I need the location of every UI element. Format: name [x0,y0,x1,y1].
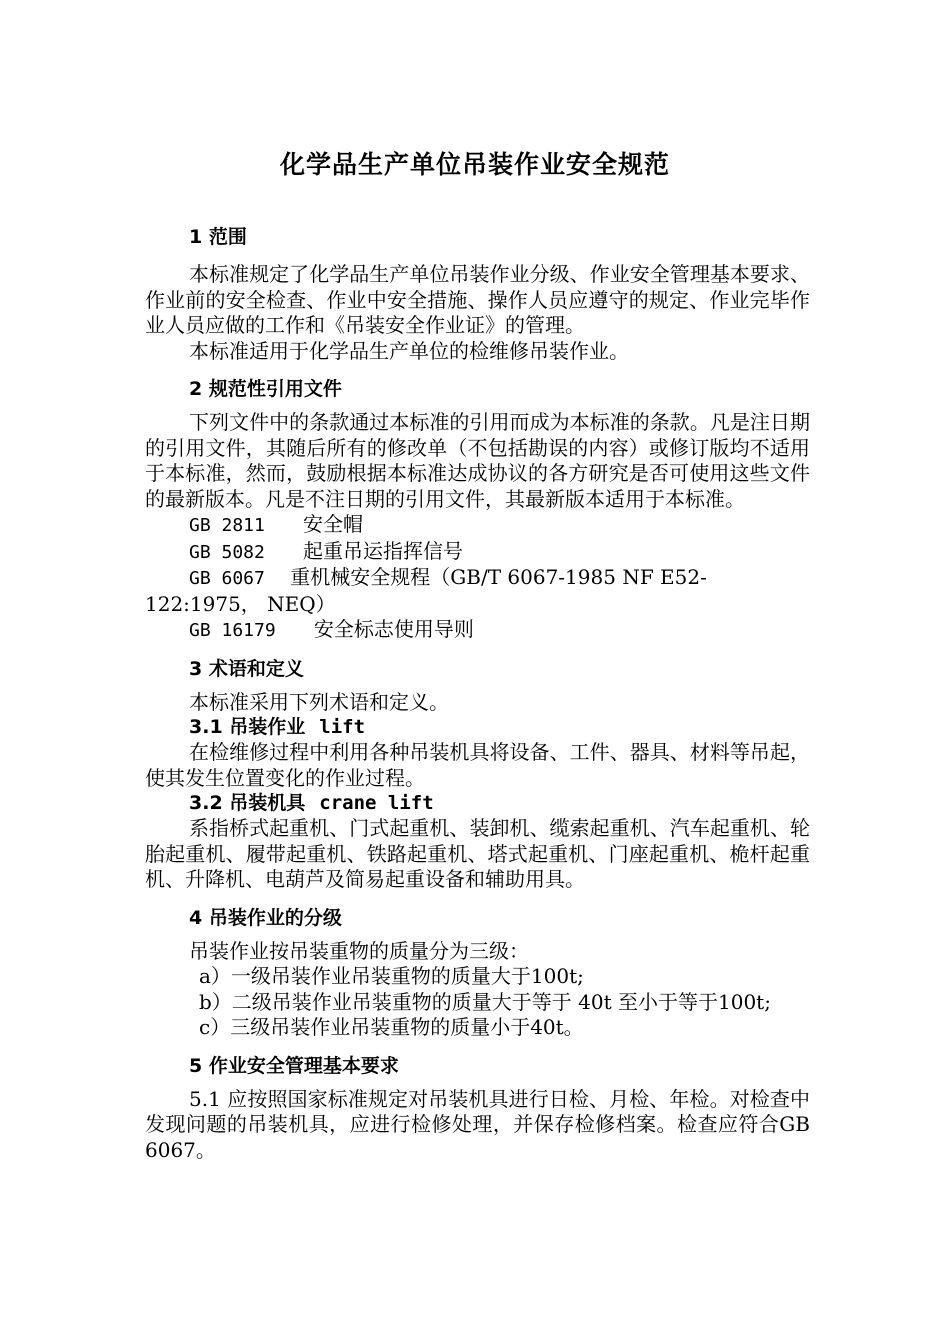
section-4-paragraph-1: 吊装作业按吊装重物的质量分为三级： [189,938,529,963]
reference-item [145,617,810,644]
reference-name: 安全帽 [303,512,364,536]
reference-item [145,512,810,539]
reference-name: 重机械安全规程（GB/T 6067-1985 NF E52-122:1975， NEQ） [145,565,707,616]
section-5-heading: 5 作业安全管理基本要求 [189,1054,399,1077]
reference-item [145,539,810,566]
reference-code: GB 2811 [189,515,265,536]
term-english: crane lift [319,792,434,814]
term-3-2-heading [145,791,810,816]
section-4-heading: 4 吊装作业的分级 [189,906,342,929]
term-3-1-heading [145,715,810,740]
list-item-c: c）三级吊装作业吊装重物的质量小于40t。 [199,1015,584,1039]
section-1-heading: 1 范围 [189,226,247,248]
reference-code: GB 16179 [189,620,276,641]
term-label: 3.2 吊装机具 [189,792,306,814]
section-1-paragraph-1: 本标准规定了化学品生产单位吊装作业分级、作业安全管理基本要求、作业前的安全检查、作业中安全措施、操作人员应遵守的规定、作业完毕作业人员应做的工作和《吊装安全作业证》的管理。 [145,262,810,337]
section-3-heading: 3 术语和定义 [189,657,304,680]
section-2-paragraph-1: 下列文件中的条款通过本标准的引用而成为本标准的条款。凡是注日期的引用文件，其随后所有的修改单（不包括勘误的内容）或修订版均不适用于本标准，然而，鼓励根据本标准达成协议的各方研究是否可使用这些文件的最新版本。凡是不注日期的引用文件，其最新版本适用于本标准。 [145,410,810,511]
document-title: 化学品生产单位吊装作业安全规范 [279,150,670,179]
reference-item [145,565,810,617]
document-body [145,222,810,1163]
list-item-a: a）一级吊装作业吊装重物的质量大于100t; [199,964,584,988]
section-1-paragraph-2: 本标准适用于化学品生产单位的检维修吊装作业。 [189,338,629,363]
section-2-heading: 2 规范性引用文件 [189,378,342,400]
list-item-b: b）二级吊装作业吊装重物的质量大于等于 40t 至小于等于100t; [199,989,771,1014]
reference-code: GB 5082 [189,541,265,563]
reference-name: 安全标志使用导则 [313,617,474,641]
section-5-paragraph-1: 5.1 应按照国家标准规定对吊装机具进行日检、月检、年检。对检查中发现问题的吊装机具，应进行检修处理，并保存检修档案。检查应符合GB 6067。 [145,1086,810,1162]
reference-name: 起重吊运指挥信号 [303,538,464,563]
term-label: 3.1 吊装作业 [189,716,306,738]
reference-code: GB 6067 [189,568,265,589]
section-3-paragraph-1: 本标准采用下列术语和定义。 [189,689,449,714]
term-3-2-definition: 系指桥式起重机、门式起重机、装卸机、缆索起重机、汽车起重机、轮胎起重机、履带起重机、铁路起重机、塔式起重机、门座起重机、桅杆起重机、升降机、电葫芦及简易起重设备和辅助用具。 [145,816,810,891]
term-english: lift [319,716,366,738]
term-3-1-definition: 在检维修过程中利用各种吊装机具将设备、工件、器具、材料等吊起，使其发生位置变化的作业过程。 [145,740,810,790]
